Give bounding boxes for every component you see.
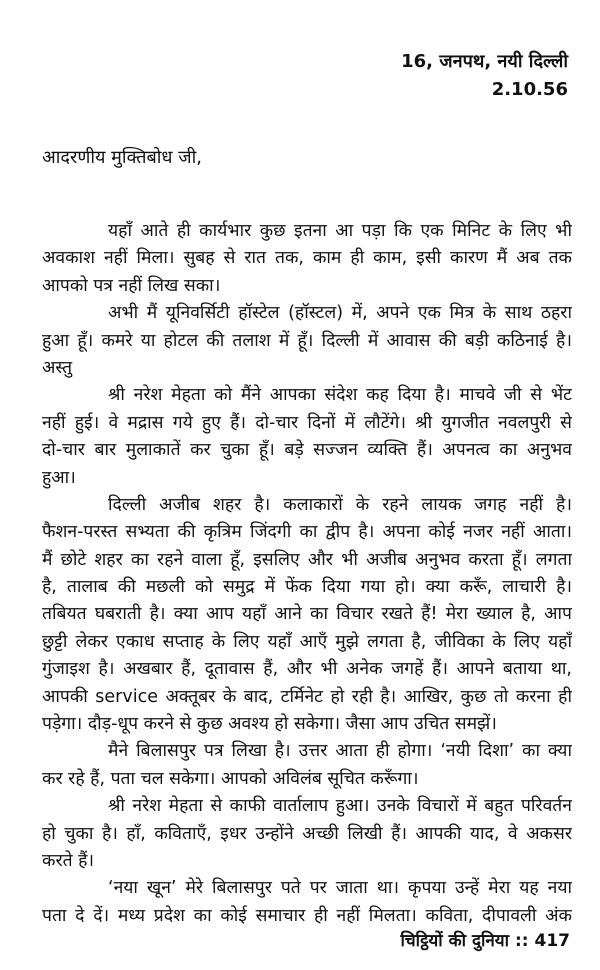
text-line: नहीं हुई। वे मद्रास गये हुए हैं। दो-चार दिनों में लौटेंगे। श्री युगजीत नवलपुरी से: [42, 412, 572, 433]
paragraph: [42, 218, 572, 300]
text-line: दिल्ली अजीब शहर है। कलाकारों के रहने लायक जगह नहीं है।: [108, 494, 572, 515]
paragraph: [42, 793, 572, 875]
text-line: तबियत घबराती है। क्या आप यहाँ आने का विचार रखते हैं! मेरा ख्याल है, आप: [42, 604, 572, 625]
letter-address: 16, जनपथ, नयी दिल्ली: [401, 51, 568, 72]
text-line: हुआ हूँ। कमरे या होटल की तलाश में हूँ। दिल्ली में आवास की बड़ी कठिनाई है।: [42, 330, 572, 351]
text-line: दो-चार बार मुलाकातें कर चुका हूँ। बड़े सज्जन व्यक्ति हैं। अपनत्व का अनुभव: [42, 440, 572, 461]
text-line: हो चुका है। हाँ, कविताएँ, इधर उन्होंने अच्छी लिखी हैं। आपकी याद, वे अकसर: [42, 823, 572, 844]
text-line: करते हैं।: [42, 850, 95, 871]
letter-date: 2.10.56: [491, 79, 568, 100]
letter-body: [42, 218, 572, 930]
text-line: गुंजाइश है। अखबार हैं, दूतावास हैं, और भी अनेक जगहें हैं। आपने बताया था,: [42, 659, 572, 680]
page-footer: चिट्ठियों की दुनिया :: 417: [400, 931, 570, 951]
text-line: पड़ेगा। दौड़-धूप करने से कुछ अवश्य हो सकेगा। जैसा आप उचित समझें।: [42, 714, 497, 735]
text-line: अस्तु: [42, 357, 73, 378]
text-line: छुट्टी लेकर एकाध सप्ताह के लिए यहाँ आएँ मुझे लगता है, जीविका के लिए यहाँ: [42, 631, 572, 652]
text-line: अभी मैं यूनिवर्सिटी हॉस्टेल (हॉस्टल) में, अपने एक मित्र के साथ ठहरा: [108, 303, 572, 324]
text-line: फैशन-परस्त सभ्यता की कृत्रिम जिंदगी का द्वीप है। अपना कोई नजर नहीं आता।: [42, 522, 572, 543]
paragraph: [42, 738, 572, 793]
text-line: मैने बिलासपुर पत्र लिखा है। उत्तर आता ही होगा। ‘नयी दिशा’ का क्या: [108, 741, 572, 762]
text-line: यहाँ आते ही कार्यभार कुछ इतना आ पड़ा कि एक मिनिट के लिए भी: [108, 221, 572, 241]
text-line: कर रहे हैं, पता चल सकेगा। आपको अविलंब सूचित करूँगा।: [42, 768, 419, 789]
text-line: है, तालाब की मछली को समुद्र में फेंक दिया गया हो। क्या करूँ, लाचारी है।: [42, 577, 572, 598]
salutation: आदरणीय मुक्तिबोध जी,: [42, 147, 202, 168]
text-line: हुआ।: [42, 467, 76, 488]
text-line: श्री नरेश मेहता को मैंने आपका संदेश कह दिया है। माचवे जी से भेंट: [108, 385, 572, 406]
text-line: मैं छोटे शहर का रहने वाला हूँ, इसलिए और भी अजीब अनुभव करता हूँ। लगता: [42, 549, 572, 570]
text-line: आपको पत्र नहीं लिख सका।: [42, 275, 221, 296]
text-line: अवकाश नहीं मिला। सुबह से रात तक, काम ही काम, इसी कारण मैं अब तक: [42, 248, 572, 269]
paragraph: [42, 300, 572, 382]
paragraph: [42, 875, 572, 930]
text-line: आपकी service अक्तूबर के बाद, टर्मिनेट हो रही है। आखिर, कुछ तो करना ही: [42, 686, 572, 707]
paragraph: [42, 382, 572, 492]
text-line: पता दे दें। मध्य प्रदेश का कोई समाचार ही नहीं मिलता। कविता, दीपावली अंक: [42, 905, 572, 926]
text-line: ‘नया खून’ मेरे बिलासपुर पते पर जाता था। कृपया उन्हें मेरा यह नया: [108, 878, 572, 899]
text-line: श्री नरेश मेहता से काफी वार्तालाप हुआ। उनके विचारों में बहुत परिवर्तन: [108, 796, 572, 817]
paragraph: [42, 492, 572, 739]
